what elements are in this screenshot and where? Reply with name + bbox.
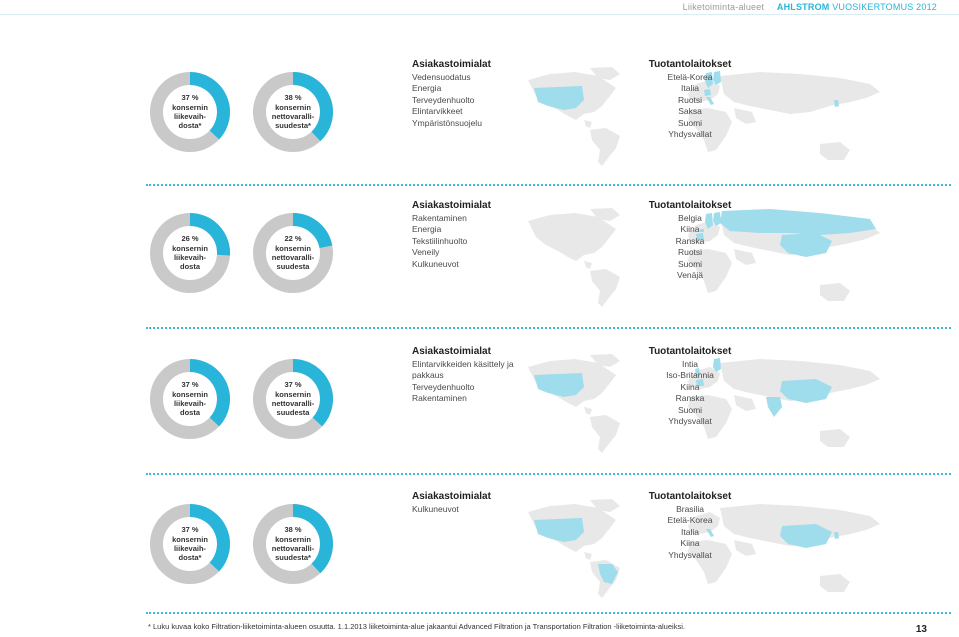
sales-share-donut-label	[161, 83, 219, 141]
sales-share-donut-text-line: dosta	[179, 408, 200, 418]
assets-share-donut-text-line: suudesta*	[275, 553, 311, 563]
sales-share-donut-percent: 37 %	[181, 93, 199, 103]
assets-share-donut-percent: 22 %	[284, 234, 302, 244]
production-plants-item: Suomi	[677, 117, 703, 128]
assets-share-donut-text-line: nettovaralli-	[271, 544, 315, 553]
landmass	[584, 120, 592, 128]
customer-industries	[412, 490, 542, 515]
production-plants-item: Etelä-Korea	[667, 515, 713, 526]
customer-industries-item: Tekstiilinhuolto	[412, 235, 468, 246]
customer-industries-item: Elintarvikkeet	[412, 106, 463, 117]
production-plants-item: Ranska	[675, 393, 705, 404]
customer-industries-item: pakkaus	[412, 370, 444, 381]
production-plants	[620, 58, 760, 140]
assets-share-donut-text-line: konsernin	[275, 534, 311, 544]
assets-share-donut-text-line: konsernin	[275, 389, 311, 399]
customer-industries	[412, 345, 542, 405]
production-plants-item: Yhdysvallat	[668, 416, 712, 427]
assets-share-donut	[253, 72, 333, 152]
landmass	[590, 128, 620, 166]
production-plants	[620, 199, 760, 281]
section-name: Liiketoiminta-alueet	[682, 2, 765, 12]
sales-share-donut-text-line: liikevaih-	[173, 544, 207, 553]
customer-industries-item: Energia	[412, 83, 442, 94]
production-plants-item: Belgia	[678, 213, 702, 223]
dotted-divider	[146, 612, 951, 614]
assets-share-donut-text-line: nettovaralli-	[271, 253, 315, 262]
sales-share-donut-text-line: dosta	[179, 262, 200, 272]
assets-share-donut	[253, 359, 333, 439]
sales-share-donut-text-line: konsernin	[172, 389, 208, 399]
assets-share-donut-text-line: suudesta	[276, 408, 310, 418]
customer-industries	[412, 58, 542, 129]
dotted-divider	[146, 184, 951, 186]
customer-industries-item: Kulkuneuvot	[412, 258, 459, 269]
customer-industries-item: Terveydenhuolto	[412, 94, 475, 105]
customer-industries-title: Asiakastoimialat	[412, 59, 491, 70]
production-plants-item: Brasilia	[676, 504, 704, 514]
landmass	[820, 574, 850, 592]
country-india	[766, 397, 782, 417]
production-plants	[620, 345, 760, 427]
sales-share-donut-text-line: liikevaih-	[173, 399, 207, 408]
report-name: VUOSIKERTOMUS 2012	[832, 2, 937, 12]
sales-share-donut-text-line: konsernin	[172, 243, 208, 253]
customer-industries-title: Asiakastoimialat	[412, 491, 491, 502]
dotted-divider	[146, 327, 951, 329]
assets-share-donut-percent: 38 %	[284, 93, 302, 103]
assets-share-donut-percent: 37 %	[284, 380, 302, 390]
landmass	[590, 415, 620, 453]
production-plants-item: Italia	[681, 83, 699, 94]
sales-share-donut-label	[161, 224, 219, 282]
customer-industries-item: Energia	[412, 224, 442, 235]
sales-share-donut-text-line: dosta*	[178, 553, 202, 563]
customer-industries-item: Rakentaminen	[412, 213, 467, 223]
production-plants-item: Etelä-Korea	[667, 72, 713, 82]
production-plants-item: Yhdysvallat	[668, 129, 712, 140]
customer-industries-item: Rakentaminen	[412, 393, 467, 404]
production-plants-item: Suomi	[677, 258, 703, 269]
sales-share-donut	[150, 504, 230, 584]
production-plants-item: Venäjä	[677, 270, 703, 281]
assets-share-donut-label	[264, 515, 322, 573]
sales-share-donut-text-line: konsernin	[172, 102, 208, 112]
sales-share-donut	[150, 359, 230, 439]
landmass	[584, 552, 592, 560]
assets-share-donut	[253, 213, 333, 293]
assets-share-donut-label	[264, 370, 322, 428]
landmass	[590, 269, 620, 307]
customer-industries-title: Asiakastoimialat	[412, 200, 491, 211]
production-plants-title: Tuotantolaitokset	[648, 59, 732, 70]
sales-share-donut-text-line: konsernin	[172, 534, 208, 544]
dotted-divider	[146, 473, 951, 475]
customer-industries-item: Terveydenhuolto	[412, 381, 475, 392]
production-plants-item: Suomi	[677, 404, 703, 415]
page-header	[683, 0, 937, 14]
assets-share-donut-label	[264, 224, 322, 282]
production-plants-item: Iso-Britannia	[666, 370, 714, 381]
production-plants	[620, 490, 760, 561]
production-plants-title: Tuotantolaitokset	[648, 491, 732, 502]
landmass	[820, 283, 850, 301]
business-area-row	[0, 58, 959, 168]
production-plants-item: Intia	[681, 359, 699, 369]
assets-share-donut-text-line: konsernin	[275, 102, 311, 112]
sales-share-donut	[150, 72, 230, 152]
assets-share-donut-label	[264, 83, 322, 141]
production-plants-item: Kiina	[680, 538, 700, 549]
production-plants-item: Kiina	[680, 224, 700, 235]
production-plants-item: Ranska	[675, 235, 705, 246]
business-area-row	[0, 199, 959, 309]
sales-share-donut-text-line: dosta*	[178, 121, 202, 131]
customer-industries-item: Kulkuneuvot	[412, 504, 459, 514]
page-number: 13	[915, 624, 927, 635]
header-rule	[0, 14, 959, 15]
sales-share-donut-text-line: liikevaih-	[173, 253, 207, 262]
production-plants-item: Italia	[681, 526, 699, 537]
production-plants-item: Ruotsi	[677, 247, 703, 258]
production-plants-item: Saksa	[678, 106, 702, 117]
customer-industries-item: Vedensuodatus	[412, 72, 471, 82]
footnote: * Luku kuvaa koko Filtration-liiketoiminta-alueen osuutta. 1.1.2013 liiketoiminta-alue jakaantui Advanced Filtration ja Transportation Filtration -liiketoiminta-alueiksi.	[148, 622, 685, 631]
production-plants-title: Tuotantolaitokset	[648, 200, 732, 211]
sales-share-donut-text-line: liikevaih-	[173, 112, 207, 121]
sales-share-donut-percent: 26 %	[181, 234, 199, 244]
production-plants-item: Kiina	[680, 381, 700, 392]
customer-industries	[412, 199, 542, 270]
assets-share-donut-text-line: nettovaralli-	[271, 112, 315, 121]
assets-share-donut-text-line: konsernin	[275, 243, 311, 253]
customer-industries-item: Elintarvikkeiden käsittely ja	[412, 359, 514, 369]
assets-share-donut-text-line: suudesta*	[275, 121, 311, 131]
country-usa	[534, 518, 584, 542]
assets-share-donut-percent: 38 %	[284, 525, 302, 535]
sales-share-donut-percent: 37 %	[181, 380, 199, 390]
customer-industries-item: Veneily	[412, 247, 440, 258]
landmass	[820, 142, 850, 160]
business-area-row	[0, 345, 959, 455]
assets-share-donut-text-line: suudesta	[276, 262, 310, 272]
business-area-row	[0, 490, 959, 600]
sales-share-donut-percent: 37 %	[181, 525, 199, 535]
landmass	[584, 407, 592, 415]
brand-name: AHLSTROM	[776, 2, 830, 12]
customer-industries-title: Asiakastoimialat	[412, 346, 491, 357]
production-plants-item: Yhdysvallat	[668, 549, 712, 560]
production-plants-item: Ruotsi	[677, 94, 703, 105]
sales-share-donut-label	[161, 370, 219, 428]
landmass	[820, 429, 850, 447]
production-plants-title: Tuotantolaitokset	[648, 346, 732, 357]
customer-industries-item: Ympäristönsuojelu	[412, 117, 482, 128]
assets-share-donut	[253, 504, 333, 584]
landmass	[584, 261, 592, 269]
sales-share-donut-label	[161, 515, 219, 573]
sales-share-donut	[150, 213, 230, 293]
assets-share-donut-text-line: nettovaralli-	[271, 399, 315, 408]
